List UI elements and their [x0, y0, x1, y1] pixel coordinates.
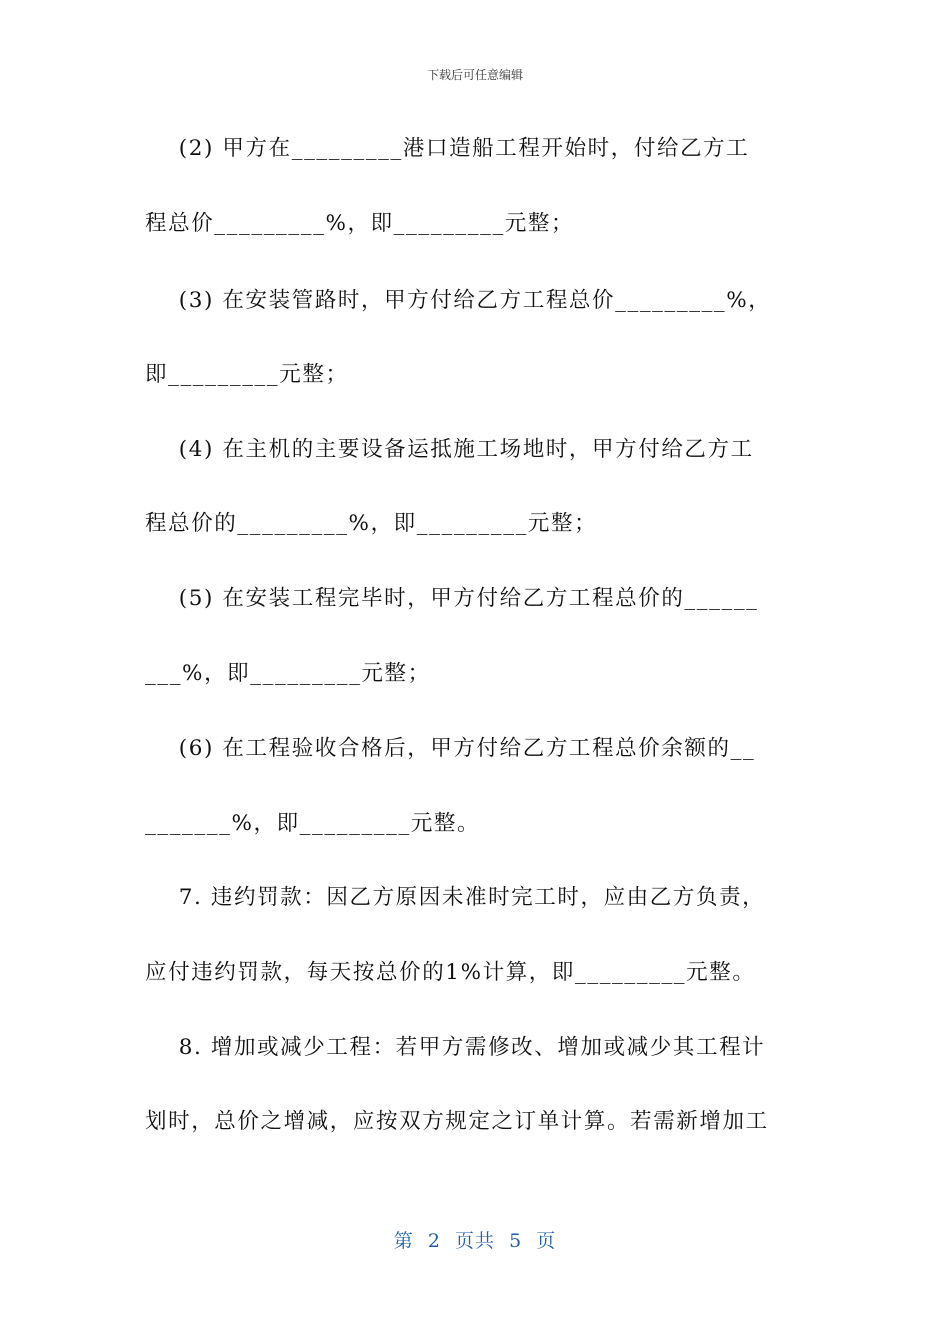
- page-header: 下载后可任意编辑: [426, 68, 523, 82]
- text-line: 应付违约罚款，每天按总价的1%计算，即_________元整。: [145, 960, 756, 985]
- text-line: 程总价_________%，即_________元整；: [145, 211, 575, 236]
- text-line: (2) 甲方在_________港口造船工程开始时，付给乙方工: [145, 136, 750, 161]
- text-line: ___%，即_________元整；: [145, 661, 431, 686]
- text-line: (5) 在安装工程完毕时，甲方付给乙方工程总价的______: [145, 586, 759, 611]
- text-line: 7. 违约罚款：因乙方原因未准时完工时，应由乙方负责，: [145, 885, 766, 910]
- text-line: 程总价的_________%，即_________元整；: [145, 511, 598, 536]
- text-line: 即_________元整；: [145, 362, 349, 387]
- text-line: (6) 在工程验收合格后，甲方付给乙方工程总价余额的__: [145, 736, 756, 761]
- text-line: _______%，即_________元整。: [145, 811, 481, 836]
- text-line: (3) 在安装管路时，甲方付给乙方工程总价_________%，: [145, 288, 772, 313]
- text-line: (4) 在主机的主要设备运抵施工场地时，甲方付给乙方工: [145, 437, 754, 462]
- text-line: 划时，总价之增减，应按双方规定之订单计算。若需新增加工: [145, 1109, 769, 1134]
- page-footer: 第 2 页共 5 页: [393, 1230, 557, 1252]
- text-line: 8. 增加或减少工程：若甲方需修改、增加或减少其工程计: [145, 1035, 766, 1060]
